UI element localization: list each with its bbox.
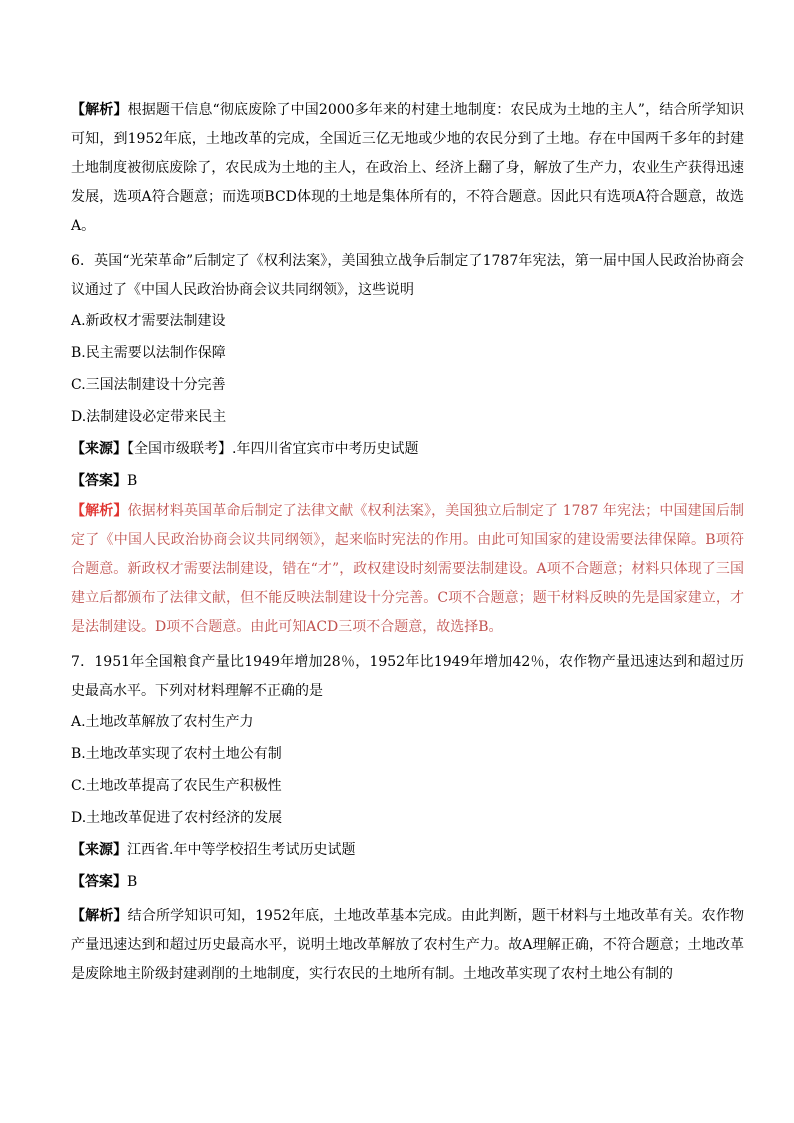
question-6-option-c: C.三国法制建设十分完善 xyxy=(71,377,226,393)
source-text: 【全国市级联考】.年四川省宜宾市中考历史试题 xyxy=(127,441,419,457)
question-6-source xyxy=(71,433,744,465)
question-6-analysis xyxy=(71,497,744,642)
answer-tag: 【答案】 xyxy=(71,473,127,489)
analysis-paragraph-q5 xyxy=(71,96,744,241)
analysis-tag: 【解析】 xyxy=(71,503,128,519)
question-7-option-d: D.土地改革促进了农村经济的发展 xyxy=(71,810,283,826)
analysis-tag: 【解析】 xyxy=(71,908,128,924)
analysis-text: 根据题干信息“彻底废除了中国2000多年来的村建土地制度：农民成为土地的主人”，结合所学知识可知，到1952年底，土地改革的完成，全国近三亿无地或少地的农民分到了土地。存在中国两千多年的封建土地制度被彻底废除了，农民成为土地的主人，在政治上、经济上翻了身，解放了生产力，农业生产获得迅速发展，选项A符合题意；而选项BCD体现的土地是集体所有的，不符合题意。因此只有选项A符合题意，故选A。 xyxy=(71,102,745,234)
answer-text: B xyxy=(127,473,138,489)
question-7-option-b: B.土地改革实现了农村土地公有制 xyxy=(71,746,282,762)
question-7-analysis xyxy=(71,902,744,989)
answer-tag: 【答案】 xyxy=(71,874,127,890)
question-7-source xyxy=(71,834,744,866)
source-text: 江西省.年中等学校招生考试历史试题 xyxy=(127,842,356,858)
question-6-answer xyxy=(71,465,744,497)
question-6-option-a: A.新政权才需要法制建设 xyxy=(71,313,226,329)
analysis-text: 结合所学知识可知，1952年底，土地改革基本完成。由此判断，题干材料与土地改革有关。农作物产量迅速达到和超过历史最高水平，说明土地改革解放了农村生产力。故A理解正确，不符合题意；土地改革是废除地主阶级封建剥削的土地制度，实行农民的土地所有制。土地改革实现了农村土地公有制的 xyxy=(71,908,744,982)
question-7-option-a: A.土地改革解放了农村生产力 xyxy=(71,714,254,730)
source-tag: 【来源】 xyxy=(71,441,127,457)
question-7-stem: 7．1951年全国粮食产量比1949年增加28％，1952年比1949年增加42％，农作物产量迅速达到和超过历史最高水平。下列对材料理解不正确的是 xyxy=(71,654,744,699)
question-7-answer xyxy=(71,866,744,898)
question-6-option-d: D.法制建设必定带来民主 xyxy=(71,409,227,425)
question-7-option-c: C.土地改革提高了农民生产积极性 xyxy=(71,778,282,794)
answer-text: B xyxy=(127,874,138,890)
source-tag: 【来源】 xyxy=(71,842,127,858)
question-6-option-b: B.民主需要以法制作保障 xyxy=(71,345,226,361)
analysis-text: 依据材料英国革命后制定了法律文献《权利法案》，美国独立后制定了 1787 年宪法；中国建国后制定了《中国人民政治协商会议共同纲领》，起来临时宪法的作用。由此可知国家的建设需要法律保障。B项符合题意。新政权才需要法制建设，错在“才”，政权建设时刻需要法制建设。A项不合题意；材料只体现了三国建立后都颁布了法律文献，但不能反映法制建设十分完善。C项不合题意；题干材料反映的先是国家建立，才是法制建设。D项不合题意。由此可知ACD三项不合题意，故选择B。 xyxy=(71,503,745,635)
question-6-stem: 6．英国“光荣革命”后制定了《权利法案》，美国独立战争后制定了1787年宪法，第一届中国人民政治协商会议通过了《中国人民政治协商会议共同纲领》，这些说明 xyxy=(71,253,744,298)
analysis-tag: 【解析】 xyxy=(71,102,128,118)
